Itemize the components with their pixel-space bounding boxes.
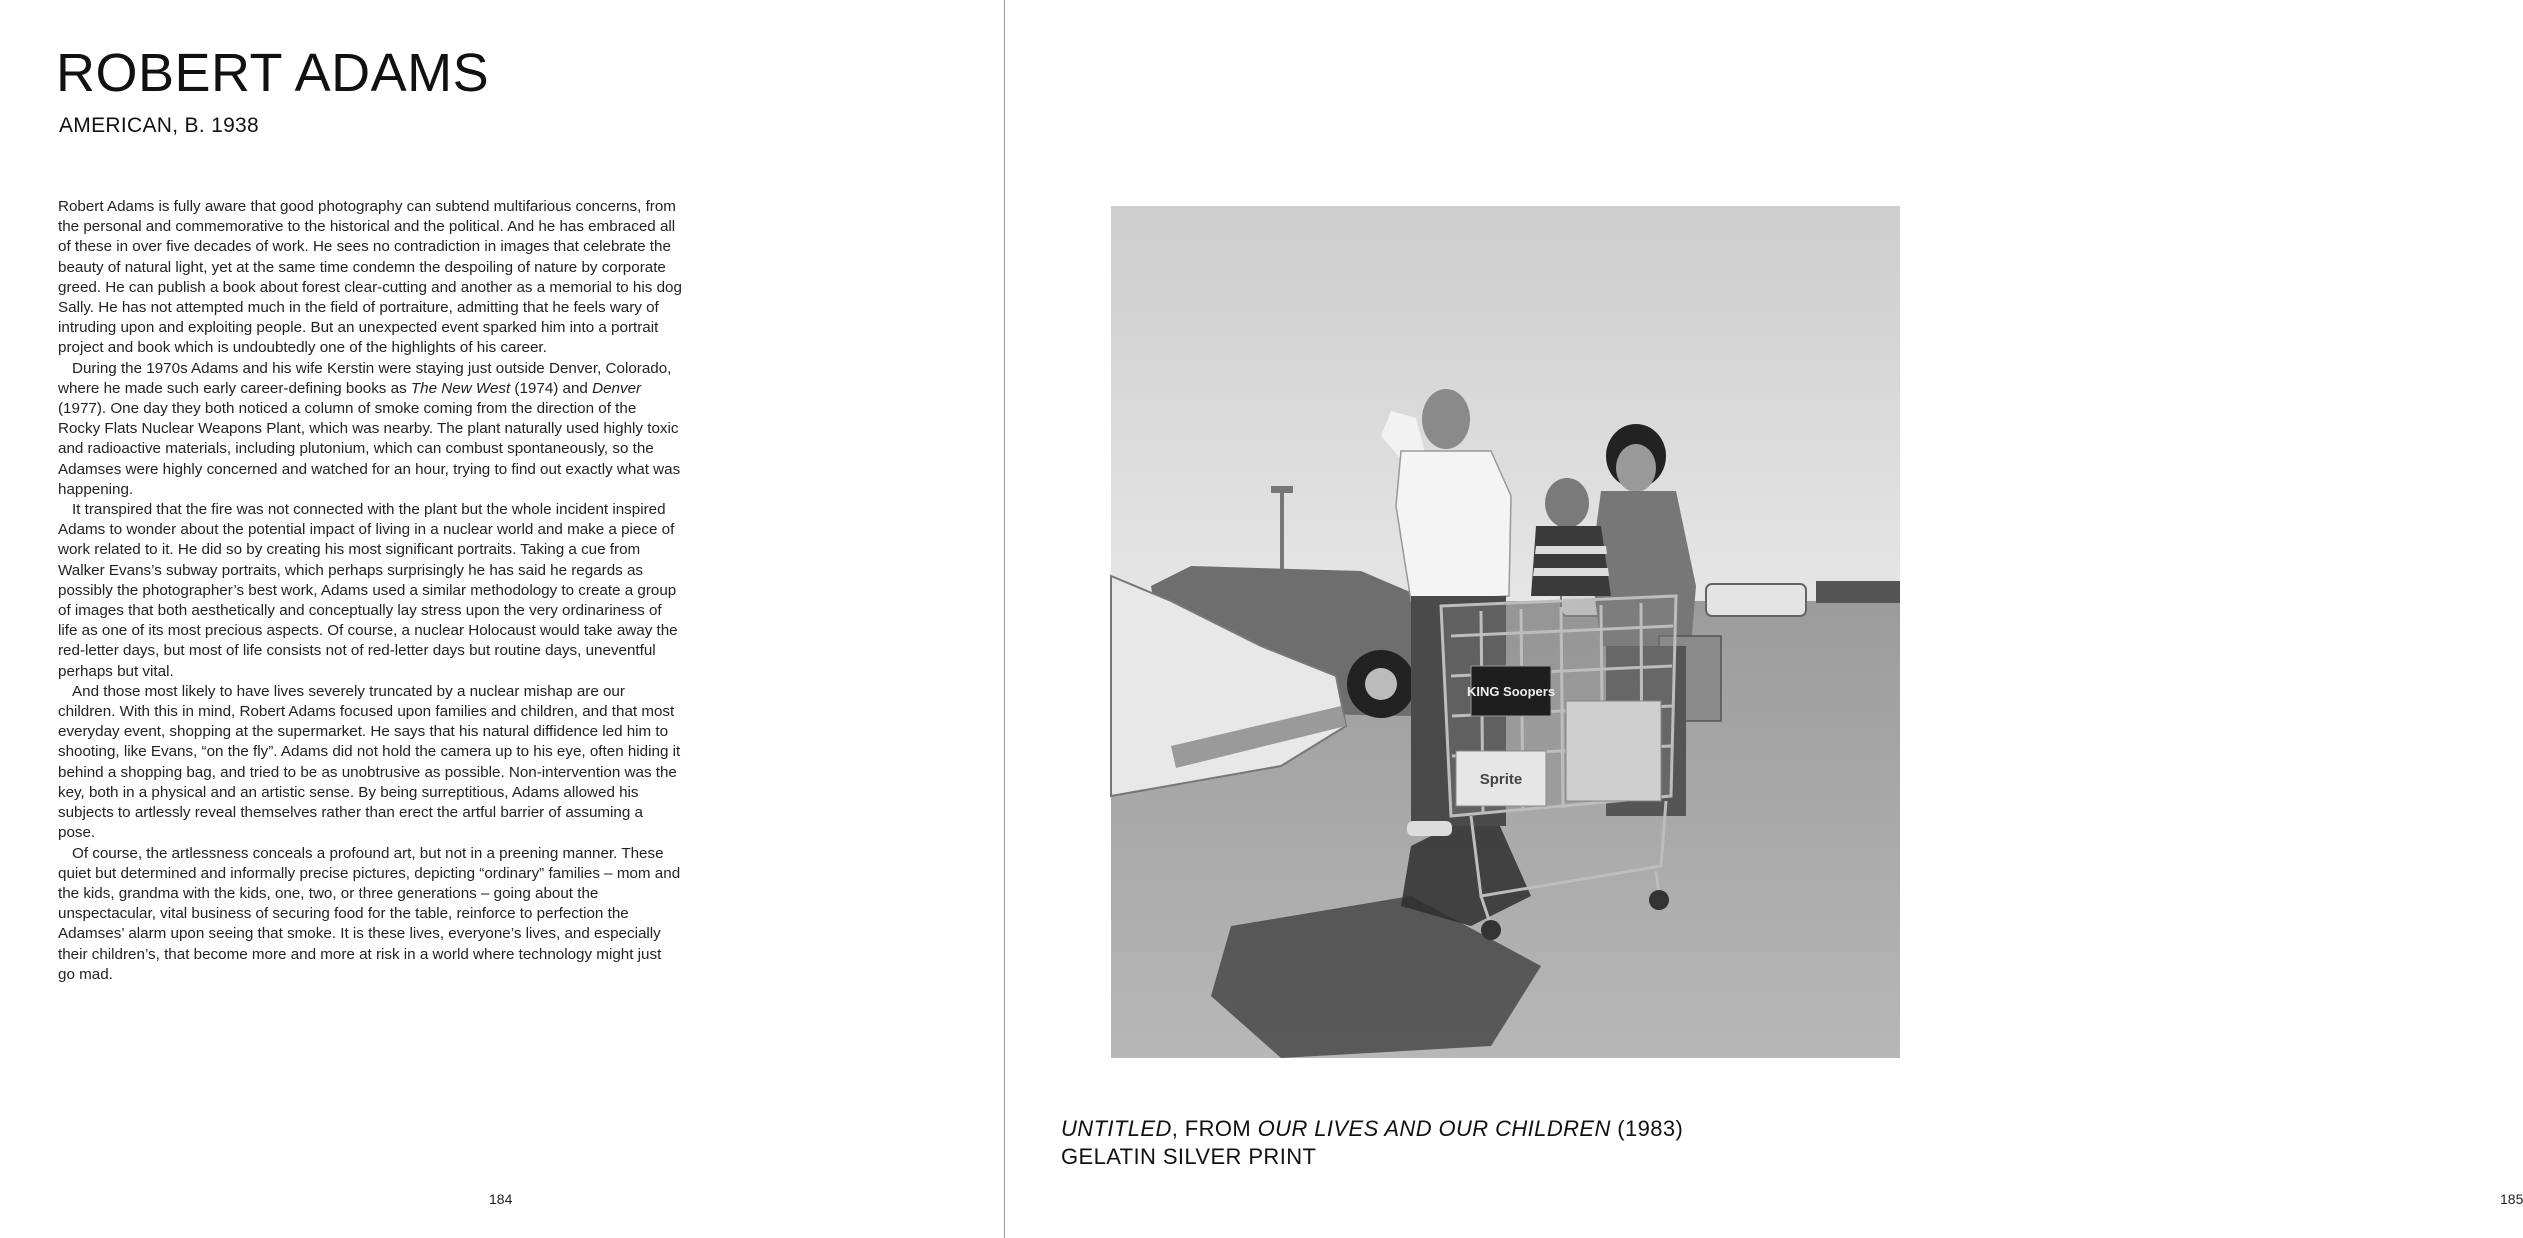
essay-text: And those most likely to have lives severely truncated by a nuclear mishap are our children. With this in mind, Robert Adams focused upon families and children, and that most everyday event, shopping at the supermarket. He says that his natural diffidence led him to shooting, like Evans, “on the fly”. Adams did not hold the camera up to his eye, often hiding it behind a shopping bag, and tried to be as unobtrusive as possible. Non-intervention was the key, both in a physical and an artistic sense. By being surreptitious, Adams allowed his subjects to artlessly reveal themselves rather than erect the artful barrier of assuming a pose. — [58, 682, 681, 842]
essay-text: During the 1970s Adams and his wife Kerstin were staying just outside Denver, Colorado, where he made such early career-defining books as — [58, 359, 672, 397]
child-head — [1545, 478, 1589, 528]
essay-body — [58, 197, 682, 985]
child-shirt — [1531, 526, 1611, 596]
cart-bag — [1566, 701, 1661, 801]
essay-text: (1977). One day they both noticed a column of smoke coming from the direction of the Rocky Flats Nuclear Weapons Plant, which was nearby. The plant naturally used highly toxic and radioactive materials, including plutonium, which can combust spontaneously, so the Adamses were highly concerned and watched for an hour, trying to find out exactly what was happening. — [58, 400, 681, 498]
photograph — [1111, 206, 1900, 1058]
child-stripe — [1535, 546, 1607, 554]
essay-italic-title: The New West — [410, 379, 511, 397]
caption-medium: GELATIN SILVER PRINT — [1061, 1144, 1317, 1169]
distant-store — [1816, 581, 1900, 603]
caption-from: , FROM — [1171, 1116, 1258, 1141]
essay-paragraph — [58, 682, 682, 844]
caption-title-line — [1061, 1115, 1683, 1143]
page-number-right: 185 — [2500, 1191, 2523, 1207]
essay-paragraph — [58, 359, 682, 500]
essay-paragraph — [58, 844, 682, 985]
essay-text: Of course, the artlessness conceals a profound art, but not in a preening manner. These quiet but determined and informally precise pictures, depicting “ordinary” families – mom and the kids, grandma with the kids, one, two, or three generations – going about the unspectacular, vital business of securing food for the table, reinforce to perfection the Adamses’ alarm upon seeing that smoke. It is these lives, everyone’s lives, and especially their children’s, that become more and more at risk in a world where technology might just go mad. — [58, 844, 681, 983]
cart-wheel — [1481, 920, 1501, 940]
photo-caption — [1061, 1115, 1683, 1171]
essay-text: Robert Adams is fully aware that good photography can subtend multifarious concerns, from the personal and commemorative to the historical and the political. And he has embraced all of these in over five decades of work. He sees no contradiction in images that celebrate the beauty of natural light, yet at the same time condemn the despoiling of nature by corporate greed. He can publish a book about forest clear-cutting and another as a memorial to his dog Sally. He has not attempted much in the field of portraiture, admitting that he feels wary of intruding upon and exploiting people. But an unexpected event sparked him into a portrait project and book which is undoubtedly one of the highlights of his career. — [58, 198, 682, 357]
distant-van — [1706, 584, 1806, 616]
left-page — [0, 0, 1004, 1238]
essay-text: (1974) and — [510, 379, 593, 397]
cart-sign-text: KING Soopers — [1466, 684, 1556, 699]
essay-paragraph — [58, 197, 682, 359]
man-shoe — [1407, 821, 1452, 836]
caption-year: (1983) — [1610, 1116, 1684, 1141]
light-pole-lamp — [1271, 486, 1293, 493]
essay-italic-title: Denver — [592, 379, 642, 397]
photograph-image — [1111, 206, 1900, 1058]
man-shirt — [1396, 451, 1511, 601]
man-head — [1422, 389, 1470, 449]
caption-series: OUR LIVES AND OUR CHILDREN — [1257, 1116, 1611, 1141]
cart-wheel — [1649, 890, 1669, 910]
essay-text: It transpired that the fire was not connected with the plant but the whole incident inspired Adams to wonder about the potential impact of living in a nuclear world and make a piece of work related to it. He did so by creating his most significant portraits. Taking a cue from Walker Evans’s subway portraits, which perhaps surprisingly he has said he regards as possibly the photographer’s best work, Adams used a similar methodology to create a group of images that both aesthetically and conceptually lay stress upon the very ordinariness of life as one of its most precious aspects. Of course, a nuclear Holocaust would take away the red-letter days, but most of life consists not of red-letter days but routine days, uneventful perhaps but vital. — [58, 501, 678, 680]
child-stripe — [1533, 568, 1609, 576]
caption-title: UNTITLED — [1061, 1116, 1172, 1141]
artist-name: ROBERT ADAMS — [56, 43, 490, 103]
sprite-label: Sprite — [1479, 771, 1523, 788]
artist-nationality-birth: AMERICAN, B. 1938 — [59, 114, 260, 137]
page-number-left: 184 — [489, 1191, 513, 1207]
woman-face — [1616, 444, 1656, 492]
car-hubcap — [1365, 668, 1397, 700]
essay-paragraph — [58, 500, 682, 682]
